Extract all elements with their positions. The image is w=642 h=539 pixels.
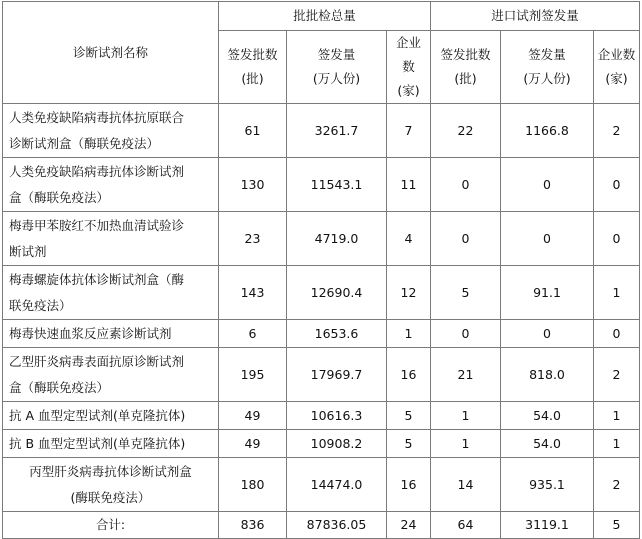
cell-i-amount: 91.1 (501, 266, 594, 320)
domestic-group-header: 批批检总量 (219, 2, 431, 31)
total-i-companies: 5 (594, 512, 640, 539)
d-batches-header: 签发批数 (批) (219, 31, 287, 104)
row-name: 梅毒快速血浆反应素诊断试剂 (3, 320, 219, 348)
table-row (3, 402, 640, 430)
cell-d-batches: 49 (219, 430, 287, 458)
cell-d-companies: 7 (387, 104, 431, 158)
i-amount-header: 签发量 (万人份) (501, 31, 594, 104)
cell-d-amount: 10616.3 (287, 402, 387, 430)
cell-d-companies: 11 (387, 158, 431, 212)
cell-i-companies: 2 (594, 348, 640, 402)
cell-i-companies: 2 (594, 104, 640, 158)
cell-i-companies: 0 (594, 320, 640, 348)
table-row (3, 212, 640, 266)
cell-i-batches: 5 (431, 266, 501, 320)
cell-i-companies: 0 (594, 158, 640, 212)
cell-d-batches: 6 (219, 320, 287, 348)
cell-i-companies: 0 (594, 212, 640, 266)
total-d-amount: 87836.05 (287, 512, 387, 539)
total-row (3, 512, 640, 539)
d-companies-header: 企业数 (家) (387, 31, 431, 104)
cell-d-batches: 23 (219, 212, 287, 266)
cell-d-amount: 4719.0 (287, 212, 387, 266)
cell-i-companies: 2 (594, 458, 640, 512)
cell-d-amount: 10908.2 (287, 430, 387, 458)
row-name: 梅毒螺旋体抗体诊断试剂盒（酶 联免疫法） (3, 266, 219, 320)
cell-d-companies: 5 (387, 402, 431, 430)
total-i-batches: 64 (431, 512, 501, 539)
cell-d-amount: 3261.7 (287, 104, 387, 158)
cell-d-batches: 195 (219, 348, 287, 402)
cell-i-amount: 1166.8 (501, 104, 594, 158)
i-batches-header: 签发批数 (批) (431, 31, 501, 104)
cell-i-amount: 935.1 (501, 458, 594, 512)
table-row (3, 430, 640, 458)
cell-d-batches: 143 (219, 266, 287, 320)
cell-i-batches: 21 (431, 348, 501, 402)
cell-d-amount: 11543.1 (287, 158, 387, 212)
cell-i-amount: 0 (501, 320, 594, 348)
cell-d-amount: 17969.7 (287, 348, 387, 402)
cell-i-companies: 1 (594, 430, 640, 458)
cell-d-companies: 16 (387, 458, 431, 512)
cell-i-batches: 1 (431, 430, 501, 458)
row-name: 乙型肝炎病毒表面抗原诊断试剂 盒（酶联免疫法） (3, 348, 219, 402)
d-amount-header: 签发量 (万人份) (287, 31, 387, 104)
cell-i-batches: 0 (431, 212, 501, 266)
cell-i-batches: 22 (431, 104, 501, 158)
cell-i-batches: 14 (431, 458, 501, 512)
cell-i-amount: 818.0 (501, 348, 594, 402)
i-companies-header: 企业数 (家) (594, 31, 640, 104)
table-row (3, 104, 640, 158)
import-group-header: 进口试剂签发量 (431, 2, 640, 31)
table-row (3, 458, 640, 512)
row-name: 人类免疫缺陷病毒抗体抗原联合 诊断试剂盒（酶联免疫法） (3, 104, 219, 158)
row-name: 丙型肝炎病毒抗体诊断试剂盒 (酶联免疫法） (3, 458, 219, 512)
cell-d-companies: 1 (387, 320, 431, 348)
cell-d-batches: 49 (219, 402, 287, 430)
name-column-header: 诊断试剂名称 (3, 2, 219, 104)
cell-d-batches: 180 (219, 458, 287, 512)
cell-d-companies: 4 (387, 212, 431, 266)
total-label: 合计: (3, 512, 219, 539)
table-row (3, 158, 640, 212)
row-name: 抗 A 血型定型试剂(单克隆抗体) (3, 402, 219, 430)
cell-d-batches: 130 (219, 158, 287, 212)
cell-i-companies: 1 (594, 266, 640, 320)
table-row (3, 320, 640, 348)
table-row (3, 348, 640, 402)
row-name: 人类免疫缺陷病毒抗体诊断试剂 盒（酶联免疫法） (3, 158, 219, 212)
cell-i-amount: 54.0 (501, 430, 594, 458)
cell-i-amount: 0 (501, 158, 594, 212)
cell-d-batches: 61 (219, 104, 287, 158)
cell-i-companies: 1 (594, 402, 640, 430)
cell-d-companies: 5 (387, 430, 431, 458)
cell-i-amount: 54.0 (501, 402, 594, 430)
cell-i-batches: 1 (431, 402, 501, 430)
total-d-batches: 836 (219, 512, 287, 539)
total-i-amount: 3119.1 (501, 512, 594, 539)
row-name: 梅毒甲苯胺红不加热血清试验诊 断试剂 (3, 212, 219, 266)
table-row (3, 266, 640, 320)
cell-d-amount: 12690.4 (287, 266, 387, 320)
cell-d-amount: 1653.6 (287, 320, 387, 348)
cell-d-amount: 14474.0 (287, 458, 387, 512)
reagent-table (2, 1, 640, 539)
cell-i-amount: 0 (501, 212, 594, 266)
row-name: 抗 B 血型定型试剂(单克隆抗体) (3, 430, 219, 458)
cell-i-batches: 0 (431, 158, 501, 212)
cell-i-batches: 0 (431, 320, 501, 348)
total-d-companies: 24 (387, 512, 431, 539)
cell-d-companies: 12 (387, 266, 431, 320)
cell-d-companies: 16 (387, 348, 431, 402)
